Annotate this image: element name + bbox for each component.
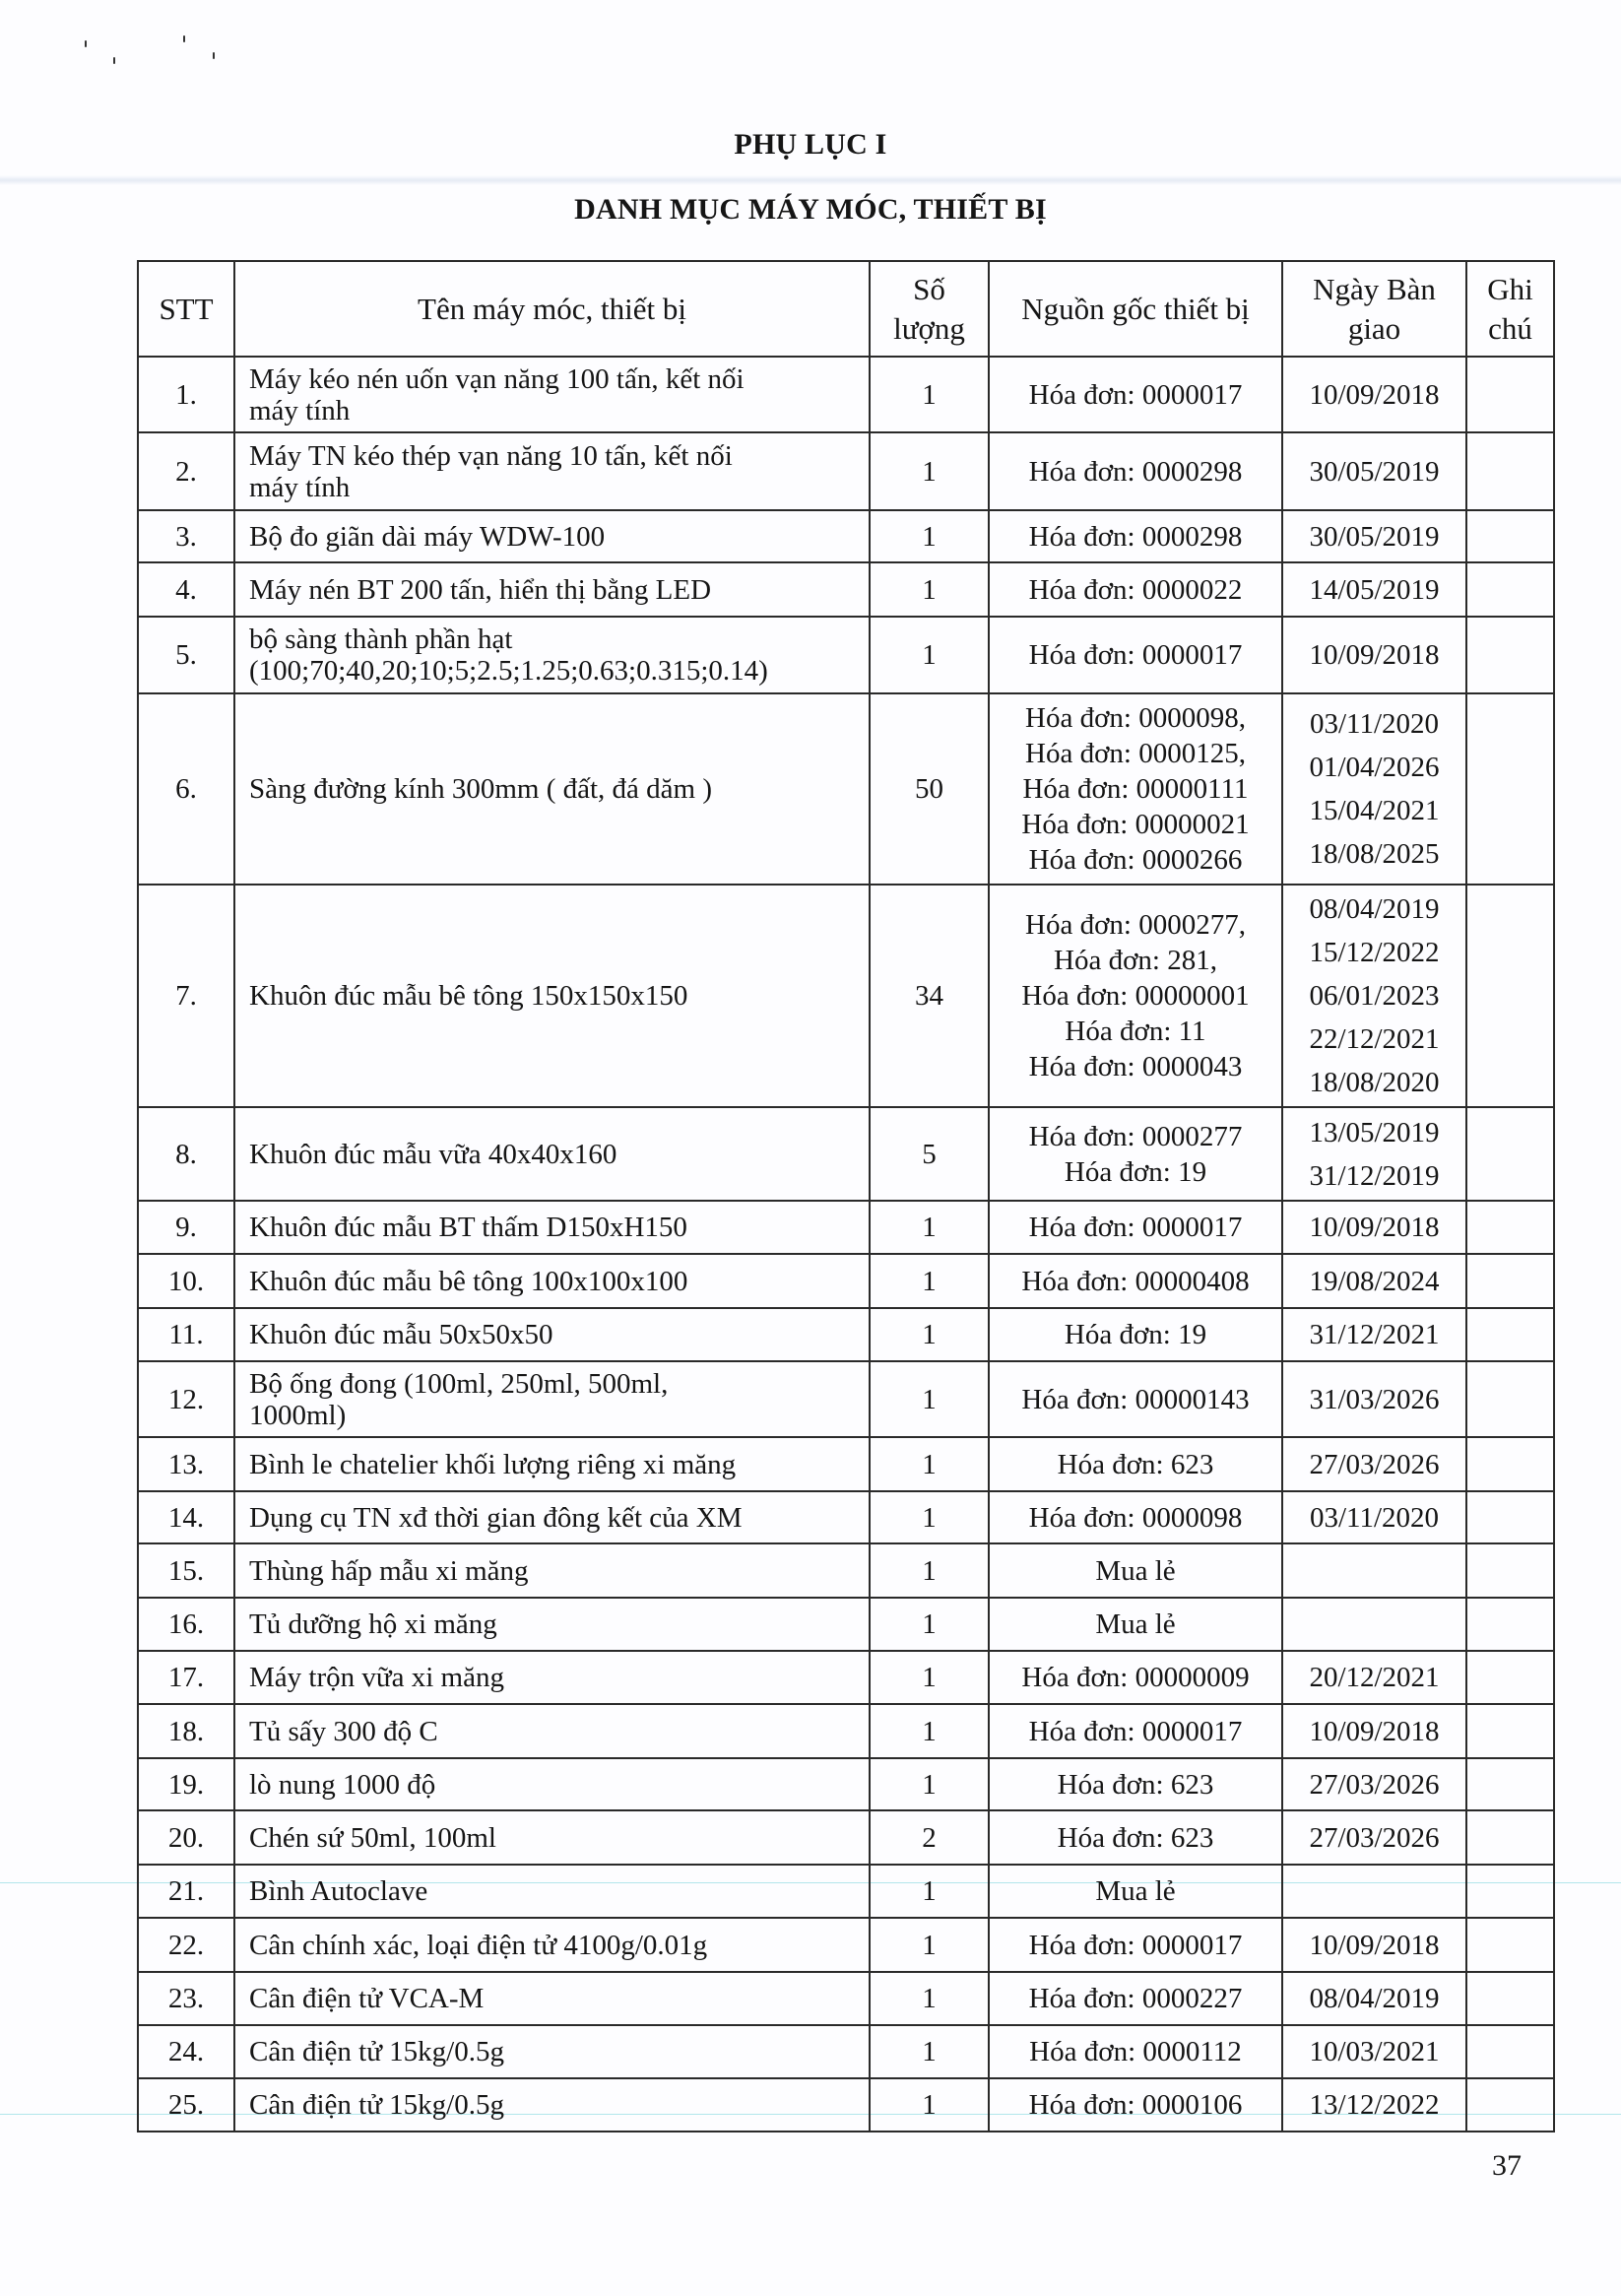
- cell-note: [1466, 562, 1554, 617]
- cell-source-line: Hóa đơn: 0000277: [1028, 1120, 1243, 1152]
- cell-source: [989, 1254, 1282, 1308]
- cell-note: [1466, 1543, 1554, 1598]
- cell-name: [234, 2078, 870, 2132]
- table-row: [138, 1308, 1554, 1361]
- cell-name: [234, 1361, 870, 1437]
- cell-source-line: Hóa đơn: 0000098: [1028, 1501, 1243, 1534]
- cell-source-line: Hóa đơn: 623: [1057, 1448, 1214, 1480]
- cell-note: [1466, 1598, 1554, 1651]
- header-qty-line2: lượng: [893, 310, 965, 346]
- cell-source-line: Hóa đơn: 00000001: [1021, 980, 1250, 1012]
- cell-source: [989, 1810, 1282, 1865]
- cell-stt: 11.: [138, 1308, 234, 1361]
- cell-name: [234, 2025, 870, 2078]
- cell-source-line: Hóa đơn: 0000125,: [1025, 738, 1246, 769]
- page-subtitle: DANH MỤC MÁY MÓC, THIẾT BỊ: [574, 193, 1047, 226]
- cell-date: [1282, 1704, 1466, 1758]
- cell-date: [1282, 1758, 1466, 1810]
- cell-stt: 9.: [138, 1201, 234, 1254]
- table-row: [138, 1972, 1554, 2025]
- cell-name-line: Tủ dưỡng hộ xi măng: [249, 1608, 497, 1640]
- cell-source: [989, 1972, 1282, 2025]
- cell-qty: 1: [870, 357, 989, 432]
- cell-source-line: Hóa đơn: 0000017: [1028, 1715, 1243, 1747]
- cell-note: [1466, 1491, 1554, 1543]
- table-row: [138, 1361, 1554, 1437]
- cell-name-line: Khuôn đúc mẫu vữa 40x40x160: [249, 1138, 617, 1170]
- cell-source: [989, 693, 1282, 885]
- cell-stt: 20.: [138, 1810, 234, 1865]
- cell-source: [989, 1107, 1282, 1201]
- cell-source: [989, 1598, 1282, 1651]
- cell-date-line: 19/08/2024: [1309, 1265, 1440, 1297]
- cell-date: [1282, 510, 1466, 562]
- cell-name: [234, 1598, 870, 1651]
- cell-note: [1466, 1201, 1554, 1254]
- cell-source-line: Hóa đơn: 00000021: [1021, 809, 1250, 840]
- cell-qty: 1: [870, 1972, 989, 2025]
- cell-note: [1466, 1651, 1554, 1704]
- header-note: [1466, 261, 1554, 357]
- cell-date-line: 22/12/2021: [1309, 1023, 1440, 1055]
- cell-date-line: 15/12/2022: [1309, 937, 1440, 968]
- cell-qty: 1: [870, 2025, 989, 2078]
- cell-date: [1282, 432, 1466, 510]
- cell-qty: 1: [870, 1598, 989, 1651]
- cell-source: [989, 2078, 1282, 2132]
- cell-note: [1466, 693, 1554, 885]
- cell-source: [989, 510, 1282, 562]
- cell-date-line: 31/03/2026: [1309, 1383, 1440, 1415]
- cell-note: [1466, 357, 1554, 432]
- cell-name-line: Khuôn đúc mẫu bê tông 100x100x100: [249, 1265, 688, 1297]
- cell-date-line: 18/08/2020: [1309, 1067, 1440, 1098]
- cell-name: [234, 693, 870, 885]
- cell-name: [234, 1437, 870, 1491]
- scan-mark: [183, 35, 185, 42]
- cell-date-line: 31/12/2021: [1309, 1319, 1440, 1350]
- cell-date-line: 10/09/2018: [1309, 1715, 1440, 1747]
- cell-name-line: Bộ đo giãn dài máy WDW-100: [249, 520, 606, 553]
- cell-source-line: Hóa đơn: 0000298: [1028, 520, 1243, 553]
- cell-name: [234, 1201, 870, 1254]
- cell-date-line: 30/05/2019: [1309, 455, 1440, 488]
- cell-date: [1282, 1598, 1466, 1651]
- cell-name: [234, 1704, 870, 1758]
- cell-qty: 1: [870, 1308, 989, 1361]
- cell-stt: 5.: [138, 617, 234, 693]
- cell-note: [1466, 1972, 1554, 2025]
- cell-date: [1282, 1651, 1466, 1704]
- cell-name: [234, 1810, 870, 1865]
- table-row: [138, 2078, 1554, 2132]
- cell-date-line: 14/05/2019: [1309, 573, 1440, 606]
- page-title: PHỤ LỤC I: [734, 128, 887, 161]
- cell-name: [234, 1491, 870, 1543]
- cell-date-line: 13/05/2019: [1309, 1116, 1440, 1148]
- cell-source-line: Hóa đơn: 00000111: [1022, 773, 1249, 805]
- cell-qty: 1: [870, 1491, 989, 1543]
- header-source: Nguồn gốc thiết bị: [989, 261, 1282, 357]
- scan-mark: [85, 40, 87, 47]
- cell-note: [1466, 1361, 1554, 1437]
- cell-source: [989, 1651, 1282, 1704]
- cell-name-line: Bình le chatelier khối lượng riêng xi măng: [249, 1448, 737, 1480]
- cell-stt: 17.: [138, 1651, 234, 1704]
- table-row: [138, 562, 1554, 617]
- cell-qty: 1: [870, 1865, 989, 1918]
- cell-name-line: Máy kéo nén uốn vạn năng 100 tấn, kết nối: [249, 362, 745, 395]
- cell-name-line: Máy nén BT 200 tấn, hiển thị bằng LED: [249, 573, 712, 606]
- table-row: [138, 1491, 1554, 1543]
- cell-source: [989, 617, 1282, 693]
- cell-date: [1282, 1201, 1466, 1254]
- header-name: Tên máy móc, thiết bị: [234, 261, 870, 357]
- cell-name: [234, 1651, 870, 1704]
- cell-name: [234, 1308, 870, 1361]
- cell-source: [989, 1491, 1282, 1543]
- cell-stt: 6.: [138, 693, 234, 885]
- cell-qty: 34: [870, 885, 989, 1107]
- cell-date: [1282, 1543, 1466, 1598]
- cell-source-line: Hóa đơn: 0000017: [1028, 1929, 1243, 1961]
- table-row: [138, 357, 1554, 432]
- cell-source-line: Hóa đơn: 19: [1064, 1155, 1207, 1188]
- cell-date-line: 10/03/2021: [1309, 2036, 1440, 2067]
- cell-stt: 8.: [138, 1107, 234, 1201]
- cell-source: [989, 357, 1282, 432]
- header-date-line1: Ngày Bàn: [1313, 271, 1436, 306]
- cell-date: [1282, 885, 1466, 1107]
- equipment-table: [137, 260, 1555, 2132]
- header-note-line1: Ghi: [1487, 271, 1533, 306]
- cell-name-line: máy tính: [249, 471, 351, 503]
- cell-source: [989, 1758, 1282, 1810]
- table-row: [138, 885, 1554, 1107]
- cell-stt: 13.: [138, 1437, 234, 1491]
- header-note-line2: chú: [1488, 310, 1532, 346]
- scan-mark: [113, 57, 115, 64]
- cell-qty: 1: [870, 1918, 989, 1972]
- cell-date: [1282, 562, 1466, 617]
- cell-name: [234, 1107, 870, 1201]
- cell-note: [1466, 1865, 1554, 1918]
- cell-qty: 1: [870, 510, 989, 562]
- cell-date-line: 10/09/2018: [1309, 1212, 1440, 1243]
- header-date: [1282, 261, 1466, 357]
- cell-stt: 24.: [138, 2025, 234, 2078]
- header-qty-line1: Số: [913, 271, 945, 306]
- cell-date-line: 10/09/2018: [1309, 1929, 1440, 1961]
- cell-date-line: 20/12/2021: [1309, 1662, 1440, 1693]
- cell-note: [1466, 2078, 1554, 2132]
- scan-band: [0, 175, 1621, 185]
- cell-source-line: Hóa đơn: 0000266: [1028, 844, 1243, 876]
- cell-source-line: Hóa đơn: 623: [1057, 1768, 1214, 1801]
- table-row: [138, 1704, 1554, 1758]
- cell-name-line: Cân điện tử 15kg/0.5g: [249, 2036, 504, 2067]
- cell-source: [989, 1201, 1282, 1254]
- table-row: [138, 1107, 1554, 1201]
- cell-source-line: Hóa đơn: 623: [1057, 1821, 1214, 1854]
- cell-name-line: Cân chính xác, loại điện tử 4100g/0.01g: [249, 1929, 708, 1961]
- cell-name-line: Sàng đường kính 300mm ( đất, đá dăm ): [249, 773, 713, 805]
- cell-stt: 2.: [138, 432, 234, 510]
- cell-name-line: (100;70;40,20;10;5;2.5;1.25;0.63;0.315;0.14): [249, 655, 768, 687]
- cell-name: [234, 1543, 870, 1598]
- cell-stt: 22.: [138, 1918, 234, 1972]
- cell-date: [1282, 1972, 1466, 2025]
- cell-qty: 1: [870, 1437, 989, 1491]
- cell-date-line: 08/04/2019: [1309, 1983, 1440, 2014]
- cell-name-line: Bình Autoclave: [249, 1875, 428, 1907]
- cell-name: [234, 617, 870, 693]
- cell-stt: 16.: [138, 1598, 234, 1651]
- cell-note: [1466, 432, 1554, 510]
- cell-qty: 1: [870, 617, 989, 693]
- cell-qty: 1: [870, 1361, 989, 1437]
- cell-qty: 1: [870, 562, 989, 617]
- cell-name: [234, 510, 870, 562]
- header-date-line2: giao: [1347, 310, 1401, 346]
- cell-note: [1466, 1107, 1554, 1201]
- cell-name: [234, 885, 870, 1107]
- cell-source-line: Hóa đơn: 0000017: [1028, 639, 1243, 671]
- cell-date: [1282, 1918, 1466, 1972]
- cell-source-line: Mua lẻ: [1095, 1875, 1176, 1907]
- cell-source-line: Hóa đơn: 0000106: [1028, 2089, 1243, 2121]
- cell-stt: 1.: [138, 357, 234, 432]
- cell-qty: 1: [870, 1758, 989, 1810]
- cell-date-line: 30/05/2019: [1309, 520, 1440, 553]
- cell-source: [989, 1437, 1282, 1491]
- table-row: [138, 1598, 1554, 1651]
- cell-source: [989, 1918, 1282, 1972]
- table-row: [138, 1758, 1554, 1810]
- cell-source: [989, 562, 1282, 617]
- cell-date-line: 03/11/2020: [1309, 1501, 1440, 1534]
- cell-date-line: 18/08/2025: [1309, 838, 1440, 870]
- cell-qty: 1: [870, 1651, 989, 1704]
- cell-source-line: Hóa đơn: 0000017: [1028, 378, 1243, 411]
- cell-name-line: Khuôn đúc mẫu BT thấm D150xH150: [249, 1212, 687, 1243]
- cell-date-line: 10/09/2018: [1309, 378, 1440, 411]
- cell-date: [1282, 1810, 1466, 1865]
- cell-note: [1466, 1758, 1554, 1810]
- scan-mark: [213, 52, 215, 59]
- cell-note: [1466, 2025, 1554, 2078]
- cell-name-line: Khuôn đúc mẫu 50x50x50: [249, 1319, 553, 1350]
- table-row: [138, 1437, 1554, 1491]
- cell-name-line: Tủ sấy 300 độ C: [249, 1715, 438, 1747]
- cell-date-line: 31/12/2019: [1309, 1159, 1440, 1192]
- cell-stt: 3.: [138, 510, 234, 562]
- cell-qty: 1: [870, 1254, 989, 1308]
- cell-source-line: Hóa đơn: 0000022: [1028, 573, 1243, 606]
- cell-source-line: Hóa đơn: 0000112: [1029, 2036, 1242, 2067]
- cell-name: [234, 562, 870, 617]
- cell-source-line: Hóa đơn: 00000143: [1021, 1383, 1250, 1415]
- cell-date: [1282, 357, 1466, 432]
- cell-name-line: Máy TN kéo thép vạn năng 10 tấn, kết nối: [249, 439, 733, 472]
- cell-name-line: 1000ml): [249, 1399, 347, 1431]
- cell-note: [1466, 1810, 1554, 1865]
- cell-source: [989, 2025, 1282, 2078]
- cell-name: [234, 1972, 870, 2025]
- cell-source: [989, 1308, 1282, 1361]
- cell-name: [234, 357, 870, 432]
- table-row: [138, 510, 1554, 562]
- cell-qty: 1: [870, 1201, 989, 1254]
- cell-source-line: Hóa đơn: 11: [1065, 1016, 1206, 1047]
- cell-note: [1466, 885, 1554, 1107]
- cell-stt: 12.: [138, 1361, 234, 1437]
- cell-name-line: Dụng cụ TN xđ thời gian đông kết của XM: [249, 1501, 743, 1534]
- table-row: [138, 1201, 1554, 1254]
- cell-date-line: 27/03/2026: [1309, 1448, 1440, 1480]
- cell-date: [1282, 1437, 1466, 1491]
- cell-qty: 1: [870, 1543, 989, 1598]
- cell-stt: 23.: [138, 1972, 234, 2025]
- cell-source-line: Hóa đơn: 19: [1064, 1319, 1207, 1350]
- cell-source: [989, 885, 1282, 1107]
- cell-name-line: Cân điện tử VCA-M: [249, 1983, 485, 2014]
- cell-date: [1282, 2078, 1466, 2132]
- cell-source-line: Mua lẻ: [1095, 1554, 1176, 1587]
- table-row: [138, 1865, 1554, 1918]
- cell-source-line: Hóa đơn: 0000098,: [1025, 702, 1246, 734]
- cell-date: [1282, 617, 1466, 693]
- cell-name-line: Chén sứ 50ml, 100ml: [249, 1821, 496, 1854]
- cell-source: [989, 432, 1282, 510]
- cell-name-line: lò nung 1000 độ: [249, 1768, 436, 1801]
- cell-source-line: Mua lẻ: [1095, 1608, 1176, 1640]
- cell-name: [234, 1254, 870, 1308]
- cell-name: [234, 432, 870, 510]
- cell-source: [989, 1543, 1282, 1598]
- cell-note: [1466, 1308, 1554, 1361]
- cell-stt: 19.: [138, 1758, 234, 1810]
- cell-date: [1282, 1308, 1466, 1361]
- cell-date: [1282, 2025, 1466, 2078]
- cell-note: [1466, 1437, 1554, 1491]
- cell-stt: 15.: [138, 1543, 234, 1598]
- cell-stt: 18.: [138, 1704, 234, 1758]
- cell-date-line: 06/01/2023: [1309, 980, 1440, 1012]
- table-row: [138, 1254, 1554, 1308]
- cell-name-line: Máy trộn vữa xi măng: [249, 1662, 504, 1693]
- cell-qty: 1: [870, 432, 989, 510]
- cell-note: [1466, 1704, 1554, 1758]
- cell-source-line: Hóa đơn: 0000227: [1028, 1983, 1243, 2014]
- cell-date-line: 27/03/2026: [1309, 1821, 1440, 1854]
- cell-name-line: Thùng hấp mẫu xi măng: [249, 1554, 529, 1587]
- cell-qty: 1: [870, 2078, 989, 2132]
- cell-stt: 25.: [138, 2078, 234, 2132]
- page-number: 37: [1492, 2149, 1522, 2182]
- cell-note: [1466, 1918, 1554, 1972]
- cell-date-line: 27/03/2026: [1309, 1768, 1440, 1801]
- cell-name-line: máy tính: [249, 394, 351, 426]
- table-row: [138, 1651, 1554, 1704]
- table-row: [138, 693, 1554, 885]
- table-row: [138, 617, 1554, 693]
- cell-source-line: Hóa đơn: 00000009: [1021, 1662, 1250, 1693]
- cell-source-line: Hóa đơn: 0000277,: [1025, 909, 1246, 941]
- cell-note: [1466, 617, 1554, 693]
- cell-source-line: Hóa đơn: 0000298: [1028, 455, 1243, 488]
- table-row: [138, 1543, 1554, 1598]
- cell-qty: 50: [870, 693, 989, 885]
- cell-name-line: Bộ ống đong (100ml, 250ml, 500ml,: [249, 1367, 669, 1400]
- cell-qty: 2: [870, 1810, 989, 1865]
- cell-date: [1282, 1865, 1466, 1918]
- cell-date-line: 13/12/2022: [1309, 2089, 1440, 2121]
- cell-source: [989, 1865, 1282, 1918]
- table-row: [138, 432, 1554, 510]
- cell-qty: 1: [870, 1704, 989, 1758]
- cell-source: [989, 1704, 1282, 1758]
- cell-date: [1282, 1254, 1466, 1308]
- cell-date-line: 03/11/2020: [1309, 708, 1440, 740]
- table-row: [138, 2025, 1554, 2078]
- cell-name-line: bộ sàng thành phần hạt: [249, 623, 513, 655]
- cell-name-line: Khuôn đúc mẫu bê tông 150x150x150: [249, 980, 688, 1012]
- cell-source: [989, 1361, 1282, 1437]
- cell-date-line: 10/09/2018: [1309, 639, 1440, 671]
- cell-stt: 10.: [138, 1254, 234, 1308]
- cell-name-line: Cân điện tử 15kg/0.5g: [249, 2089, 504, 2121]
- cell-stt: 7.: [138, 885, 234, 1107]
- cell-stt: 14.: [138, 1491, 234, 1543]
- cell-date-line: 01/04/2026: [1309, 752, 1440, 783]
- header-qty: [870, 261, 989, 357]
- cell-stt: 4.: [138, 562, 234, 617]
- table-row: [138, 1918, 1554, 1972]
- cell-date: [1282, 1361, 1466, 1437]
- cell-date: [1282, 1107, 1466, 1201]
- cell-note: [1466, 1254, 1554, 1308]
- cell-stt: 21.: [138, 1865, 234, 1918]
- header-stt: STT: [138, 261, 234, 357]
- cell-date: [1282, 693, 1466, 885]
- cell-name: [234, 1865, 870, 1918]
- cell-source-line: Hóa đơn: 0000043: [1028, 1051, 1243, 1082]
- cell-source-line: Hóa đơn: 281,: [1054, 945, 1217, 976]
- cell-name: [234, 1918, 870, 1972]
- table-row: [138, 1810, 1554, 1865]
- cell-date: [1282, 1491, 1466, 1543]
- cell-date-line: 08/04/2019: [1309, 893, 1440, 925]
- cell-qty: 5: [870, 1107, 989, 1201]
- cell-source-line: Hóa đơn: 0000017: [1028, 1212, 1243, 1243]
- cell-source-line: Hóa đơn: 00000408: [1021, 1265, 1250, 1297]
- cell-date-line: 15/04/2021: [1309, 795, 1440, 826]
- table-header-row: [138, 261, 1554, 357]
- cell-name: [234, 1758, 870, 1810]
- cell-note: [1466, 510, 1554, 562]
